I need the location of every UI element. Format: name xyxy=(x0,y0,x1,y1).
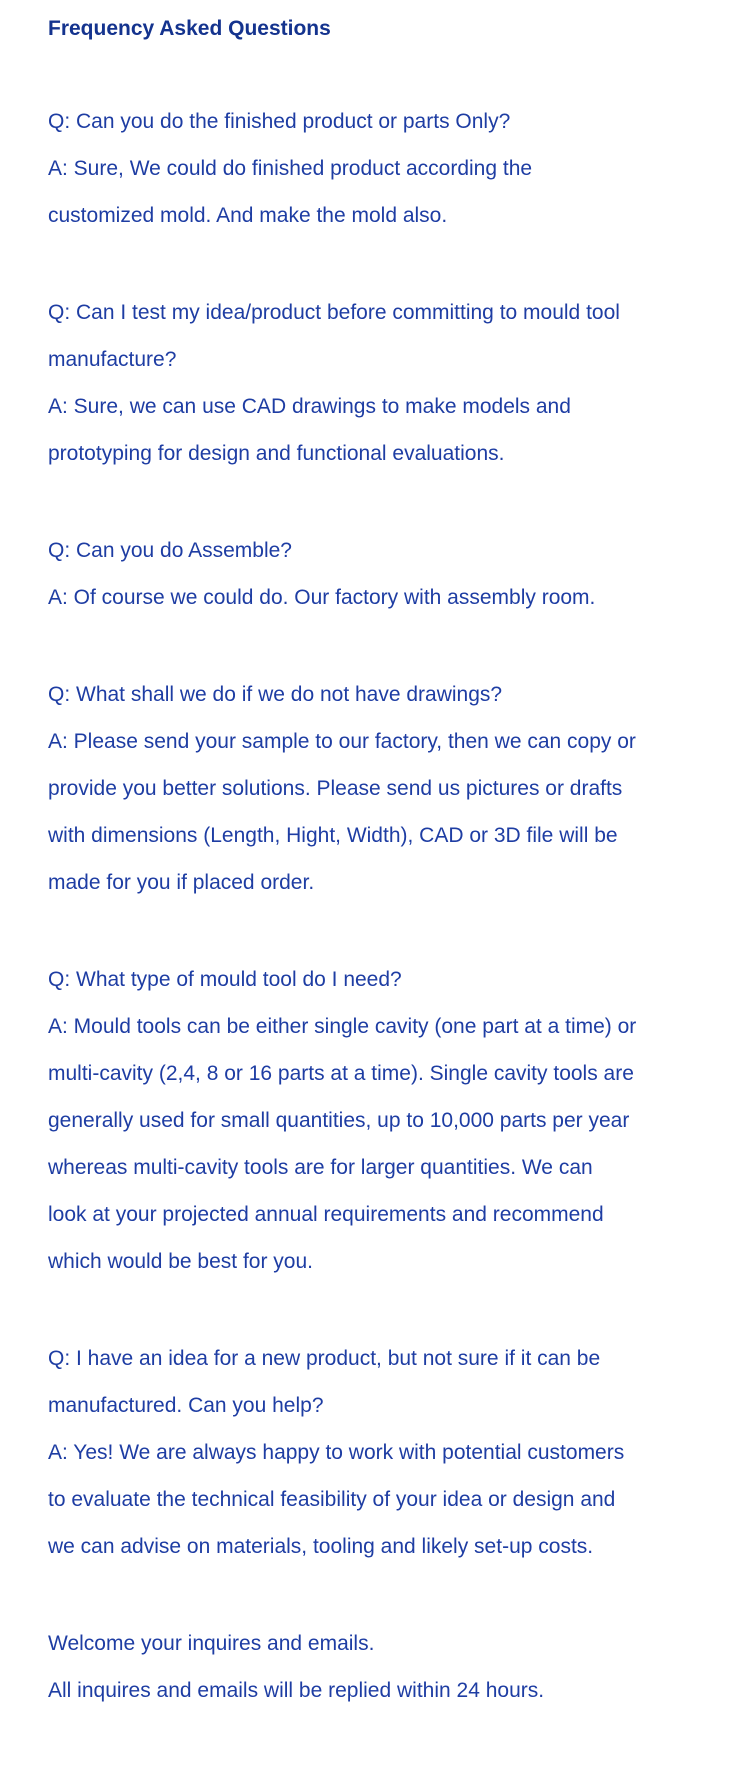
faq-line: Q: I have an idea for a new product, but not sure if it can be xyxy=(48,1347,601,1370)
faq-line: with dimensions (Length, Hight, Width), CAD or 3D file will be xyxy=(48,824,618,847)
faq-line: customized mold. And make the mold also. xyxy=(48,204,448,227)
faq-line: A: Of course we could do. Our factory with assembly room. xyxy=(48,586,596,609)
faq-line: Welcome your inquires and emails. xyxy=(48,1632,375,1655)
faq-block xyxy=(48,527,710,621)
faq-line: prototyping for design and functional evaluations. xyxy=(48,442,505,465)
faq-block xyxy=(48,1620,710,1714)
faq-block xyxy=(48,289,710,477)
faq-line: which would be best for you. xyxy=(48,1250,313,1273)
faq-line: Q: Can you do Assemble? xyxy=(48,539,292,562)
faq-line: A: Sure, we can use CAD drawings to make models and xyxy=(48,395,571,418)
faq-block xyxy=(48,671,710,906)
page-title: Frequency Asked Questions xyxy=(48,17,331,40)
faq-line: All inquires and emails will be replied within 24 hours. xyxy=(48,1679,545,1702)
faq-block xyxy=(48,98,710,239)
faq-line: Q: Can you do the finished product or parts Only? xyxy=(48,110,511,133)
faq-line: to evaluate the technical feasibility of your idea or design and xyxy=(48,1488,616,1511)
faq-line: multi-cavity (2,4, 8 or 16 parts at a time). Single cavity tools are xyxy=(48,1062,634,1085)
faq-line: A: Please send your sample to our factory, then we can copy or xyxy=(48,730,636,753)
faq-line: A: Sure, We could do finished product according the xyxy=(48,157,533,180)
faq-line: Q: Can I test my idea/product before committing to mould tool xyxy=(48,301,620,324)
faq-block xyxy=(48,956,710,1285)
faq-block xyxy=(48,1335,710,1570)
faq-line: whereas multi-cavity tools are for larger quantities. We can xyxy=(48,1156,593,1179)
faq-line: A: Yes! We are always happy to work with potential customers xyxy=(48,1441,625,1464)
faq-line: made for you if placed order. xyxy=(48,871,315,894)
faq-line: Q: What type of mould tool do I need? xyxy=(48,968,402,991)
faq-line: look at your projected annual requirements and recommend xyxy=(48,1203,604,1226)
faq-line: provide you better solutions. Please send us pictures or drafts xyxy=(48,777,623,800)
faq-line: manufactured. Can you help? xyxy=(48,1394,324,1417)
faq-line: manufacture? xyxy=(48,348,177,371)
faq-line: Q: What shall we do if we do not have drawings? xyxy=(48,683,503,706)
faq-line: generally used for small quantities, up to 10,000 parts per year xyxy=(48,1109,630,1132)
faq-line: A: Mould tools can be either single cavity (one part at a time) or xyxy=(48,1015,637,1038)
faq-line: we can advise on materials, tooling and likely set-up costs. xyxy=(48,1535,594,1558)
faq-list xyxy=(48,98,710,1714)
